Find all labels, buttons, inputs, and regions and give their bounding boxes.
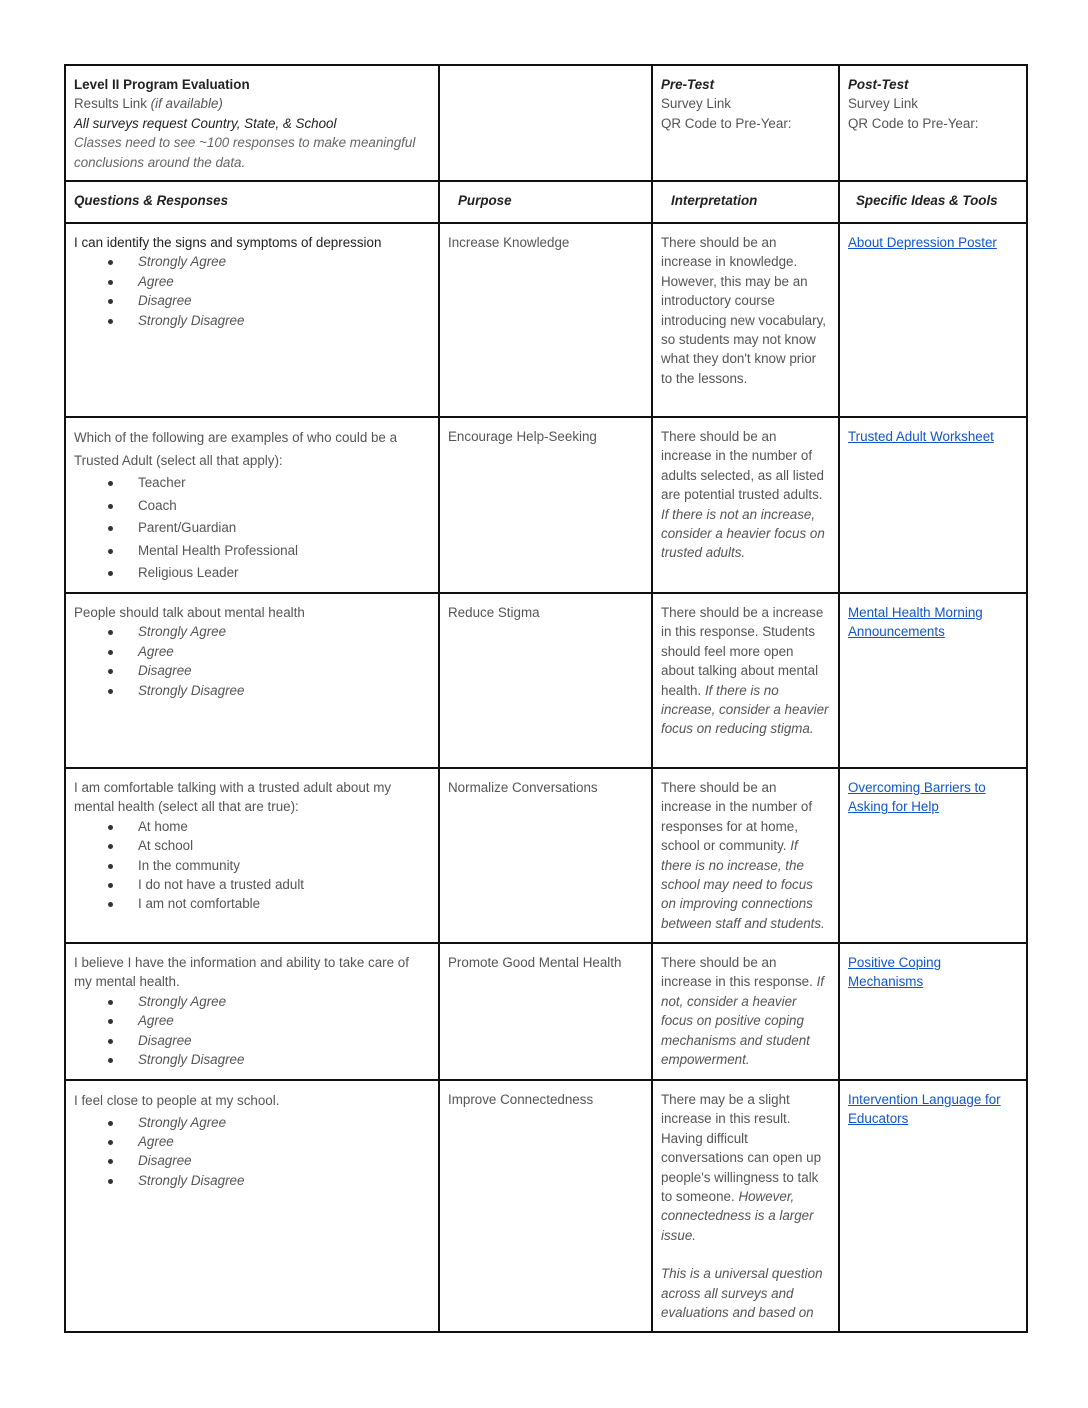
response-option: Disagree (74, 1151, 430, 1170)
response-option: At home (74, 817, 430, 836)
interpretation-note: This is a universal question across all surveys and evaluations and based on (661, 1266, 823, 1321)
evaluation-table (64, 64, 1028, 1333)
table-row (65, 417, 1027, 593)
response-option: Teacher (74, 472, 430, 495)
interpretation-cell (652, 223, 839, 417)
response-option: Strongly Agree (74, 992, 430, 1011)
question-text: Which of the following are examples of who could be a Trusted Adult (select all that apply): (74, 430, 398, 468)
response-options (74, 622, 430, 700)
interpretation-text: There should be an increase in the number of adults selected, as all listed are potential trusted adults. (661, 429, 825, 503)
page-title: Level II Program Evaluation (74, 77, 250, 92)
response-options (74, 992, 430, 1070)
interpretation-cell (652, 417, 839, 593)
response-option: Agree (74, 272, 430, 291)
post-test-title: Post-Test (848, 77, 909, 92)
question-cell (65, 593, 439, 768)
response-option: Mental Health Professional (74, 540, 430, 563)
response-option: Strongly Disagree (74, 1050, 430, 1069)
empty-cell (439, 65, 652, 181)
table-row (65, 223, 1027, 417)
interpretation-suggestion: If not, consider a heavier focus on positive coping mechanisms and student empowerment. (661, 974, 825, 1068)
question-cell (65, 223, 439, 417)
interpretation-suggestion: If there is no increase, consider a heavier focus on reducing stigma. (661, 682, 829, 737)
response-option: Strongly Disagree (74, 681, 430, 700)
tool-cell (839, 768, 1027, 943)
question-cell (65, 417, 439, 593)
tool-link[interactable]: Intervention Language for Educators (848, 1092, 1001, 1127)
tool-link[interactable]: Mental Health Morning Announcements (848, 605, 983, 640)
post-test-cell (839, 65, 1027, 181)
pre-test-cell (652, 65, 839, 181)
interpretation-cell (652, 768, 839, 943)
question-text: I believe I have the information and ability to take care of my mental health. (74, 955, 409, 990)
response-option: Coach (74, 495, 430, 518)
interpretation-text: There should be a increase in this response. Students should feel more open about talking about mental health. (661, 605, 824, 698)
results-note: (if available) (150, 96, 223, 112)
program-info-cell (65, 65, 439, 181)
post-test-survey-link[interactable]: Survey Link (848, 96, 918, 112)
response-option: Strongly Disagree (74, 311, 430, 330)
tool-cell (839, 417, 1027, 593)
interpretation-cell (652, 593, 839, 768)
response-options (74, 252, 430, 330)
question-text: I am comfortable talking with a trusted adult about my mental health (select all that are true): (74, 780, 392, 815)
response-option: Agree (74, 1132, 430, 1151)
purpose-cell: Encourage Help-Seeking (439, 417, 652, 593)
question-cell (65, 943, 439, 1080)
response-option: Strongly Agree (74, 252, 430, 271)
response-option: Agree (74, 642, 430, 661)
interpretation-text: There should be an increase in knowledge. However, this may be an introductory course introducing new vocabulary, so students may not know what they don't know prior to the lessons. (661, 235, 826, 386)
response-options (74, 817, 430, 914)
column-header-interpretation: Interpretation (652, 181, 839, 223)
tool-cell (839, 1080, 1027, 1332)
tool-cell (839, 593, 1027, 768)
interpretation-suggestion: If there is not an increase, consider a heavier focus on trusted adults. (661, 506, 825, 561)
purpose-cell: Increase Knowledge (439, 223, 652, 417)
tool-link[interactable]: About Depression Poster (848, 235, 997, 250)
question-text: People should talk about mental health (74, 605, 305, 620)
question-cell (65, 768, 439, 943)
tool-link[interactable]: Trusted Adult Worksheet (848, 429, 994, 444)
response-option: I am not comfortable (74, 894, 430, 913)
response-option: I do not have a trusted adult (74, 875, 430, 894)
question-text: I can identify the signs and symptoms of depression (74, 235, 382, 250)
interpretation-suggestion: If there is no increase, the school may need to focus on improving connections between staff and students. (661, 838, 825, 931)
results-link[interactable]: Results Link (74, 96, 147, 112)
response-option: Religious Leader (74, 562, 430, 585)
tool-link[interactable]: Positive Coping Mechanisms (848, 955, 942, 990)
response-options (74, 1113, 430, 1191)
info-row (65, 65, 1027, 181)
response-options (74, 472, 430, 585)
column-header-tools: Specific Ideas & Tools (839, 181, 1027, 223)
response-option: Agree (74, 1011, 430, 1030)
classes-note: Classes need to see ~100 responses to make meaningful conclusions around the data. (74, 135, 416, 170)
purpose-cell: Normalize Conversations (439, 768, 652, 943)
column-header-questions: Questions & Responses (65, 181, 439, 223)
interpretation-cell (652, 1080, 839, 1332)
interpretation-cell (652, 943, 839, 1080)
column-header-row (65, 181, 1027, 223)
response-option: Strongly Agree (74, 1113, 430, 1132)
question-text: I feel close to people at my school. (74, 1093, 280, 1108)
response-option: In the community (74, 856, 430, 875)
pre-test-title: Pre-Test (661, 77, 715, 92)
pre-test-survey-link[interactable]: Survey Link (661, 96, 731, 112)
response-option: Disagree (74, 291, 430, 310)
tool-link[interactable]: Overcoming Barriers to Asking for Help (848, 780, 986, 815)
purpose-cell: Improve Connectedness (439, 1080, 652, 1332)
interpretation-suggestion: However, connectedness is a larger issue. (661, 1189, 814, 1243)
table-row (65, 768, 1027, 943)
tool-cell (839, 223, 1027, 417)
interpretation-text: There may be a slight increase in this result. Having difficult conversations can open up people's willingness to talk to someone. (661, 1092, 822, 1205)
table-row (65, 1080, 1027, 1332)
response-option: Disagree (74, 1031, 430, 1050)
column-header-purpose: Purpose (439, 181, 652, 223)
purpose-cell: Promote Good Mental Health (439, 943, 652, 1080)
surveys-note: All surveys request Country, State, & School (74, 115, 337, 131)
table-row (65, 943, 1027, 1080)
response-option: Strongly Agree (74, 622, 430, 641)
table-row (65, 593, 1027, 768)
tool-cell (839, 943, 1027, 1080)
pre-test-qr-code: QR Code to Pre-Year: (661, 115, 792, 131)
post-test-qr-code: QR Code to Pre-Year: (848, 115, 979, 131)
question-cell (65, 1080, 439, 1332)
response-option: Parent/Guardian (74, 517, 430, 540)
response-option: Disagree (74, 661, 430, 680)
results-link-line (74, 94, 430, 113)
interpretation-text: There should be an increase in this response. (661, 955, 813, 990)
purpose-cell: Reduce Stigma (439, 593, 652, 768)
response-option: Strongly Disagree (74, 1171, 430, 1190)
response-option: At school (74, 836, 430, 855)
interpretation-text: There should be an increase in the number of responses for at home, school or community. (661, 780, 813, 854)
